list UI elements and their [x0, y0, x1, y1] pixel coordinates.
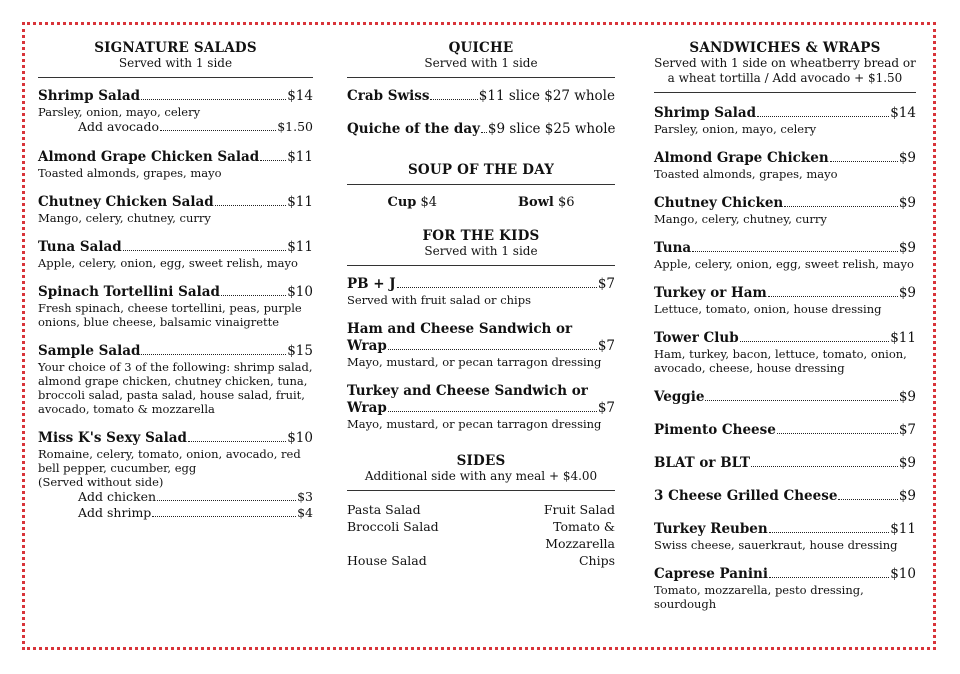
sides-list	[347, 501, 615, 569]
section-subtitle: Served with 1 side	[424, 244, 538, 258]
section-subtitle: Served with 1 side on wheatberry bread or a wheat tortilla / Add avocado + $1.50	[654, 56, 916, 85]
item-price: $14	[287, 88, 313, 104]
divider	[347, 77, 615, 78]
menu-item	[347, 383, 615, 431]
item-description: Parsley, onion, mayo, celery	[38, 105, 201, 119]
menu-item	[654, 240, 916, 271]
addon-price: $4	[297, 505, 313, 520]
item-name: 3 Cheese Grilled Cheese	[654, 488, 838, 504]
item-description: Mango, celery, chutney, curry	[38, 211, 211, 225]
section-subtitle: Additional side with any meal + $4.00	[364, 469, 598, 483]
side-item: Broccoli Salad	[347, 519, 439, 534]
soup-sizes	[347, 195, 615, 210]
item-price: $14	[890, 105, 916, 121]
menu-item	[654, 330, 916, 375]
size-price: $6	[557, 195, 575, 210]
side-item: House Salad	[347, 553, 427, 568]
item-price: $7	[597, 338, 615, 354]
item-name: Sample Salad	[38, 343, 141, 359]
item-description: Your choice of 3 of the following: shrimp salad, almond grape chicken, chutney chicken, tuna, broccoli salad, pasta salad, house salad, fruit, avocado, tomato & mozzarella	[38, 360, 313, 416]
addon-avocado	[38, 119, 313, 135]
item-name-cont: Wrap	[347, 400, 387, 416]
item-name: Tuna Salad	[38, 239, 122, 255]
menu-item	[654, 566, 916, 611]
menu-item	[347, 88, 615, 105]
menu-item	[654, 195, 916, 226]
menu-item	[654, 455, 916, 472]
section-subtitle: Served with 1 side	[424, 56, 538, 70]
item-description: Lettuce, tomato, onion, house dressing	[654, 302, 882, 316]
item-description: Apple, celery, onion, egg, sweet relish, mayo	[38, 256, 298, 270]
item-price: $11	[890, 330, 916, 346]
item-name: Shrimp Salad	[38, 88, 141, 104]
item-name: Turkey and Cheese Sandwich or	[347, 383, 588, 399]
menu-item	[654, 285, 916, 316]
item-name: Miss K's Sexy Salad	[38, 430, 187, 446]
addon-chicken	[38, 489, 313, 505]
item-name: Ham and Cheese Sandwich or	[347, 321, 573, 337]
menu-item	[347, 121, 615, 138]
addon-price: $1.50	[277, 119, 313, 134]
menu-item	[654, 389, 916, 406]
item-name: PB + J	[347, 276, 396, 292]
item-name-cont: Wrap	[347, 338, 387, 354]
addon-label: Add chicken	[78, 489, 157, 504]
item-name: Spinach Tortellini Salad	[38, 284, 220, 300]
item-price: $9	[898, 240, 916, 256]
item-name: Caprese Panini	[654, 566, 768, 582]
item-price: $10	[287, 430, 313, 446]
menu-item	[347, 276, 615, 307]
item-price: $9	[898, 285, 916, 301]
side-item: Tomato & Mozzarella	[545, 519, 615, 551]
item-note: (Served without side)	[38, 475, 164, 489]
item-name: BLAT or BLT	[654, 455, 751, 471]
divider	[654, 92, 916, 93]
item-price: $9	[898, 488, 916, 504]
item-description: Toasted almonds, grapes, mayo	[38, 166, 222, 180]
item-price: $9	[898, 389, 916, 405]
item-name: Almond Grape Chicken Salad	[38, 149, 260, 165]
item-price: $7	[597, 400, 615, 416]
item-name: Crab Swiss	[347, 88, 430, 104]
addon-label: Add avocado	[78, 119, 160, 134]
menu-item	[654, 488, 916, 505]
item-description: Ham, turkey, bacon, lettuce, tomato, onion, avocado, cheese, house dressing	[654, 347, 907, 375]
sandwiches-column	[654, 40, 916, 620]
divider	[347, 490, 615, 491]
item-description: Mayo, mustard, or pecan tarragon dressing	[347, 417, 602, 431]
size-label: Bowl	[518, 195, 554, 210]
section-title: SANDWICHES & WRAPS	[689, 40, 881, 56]
divider	[347, 184, 615, 185]
item-name: Quiche of the day	[347, 121, 480, 137]
item-description: Parsley, onion, mayo, celery	[654, 122, 817, 136]
side-item: Fruit Salad	[543, 502, 615, 517]
menu-item	[38, 284, 313, 329]
item-price: $9 slice $25 whole	[487, 121, 616, 137]
section-title: SIGNATURE SALADS	[94, 40, 257, 56]
item-price: $7	[898, 422, 916, 438]
item-description: Served with fruit salad or chips	[347, 293, 531, 307]
item-price: $9	[898, 455, 916, 471]
item-description: Fresh spinach, cheese tortellini, peas, purple onions, blue cheese, balsamic vinaigrette	[38, 301, 302, 329]
item-price: $15	[287, 343, 313, 359]
item-price: $9	[898, 195, 916, 211]
size-price: $4	[420, 195, 438, 210]
menu-item	[38, 88, 313, 135]
menu-item	[38, 149, 313, 180]
size-label: Cup	[387, 195, 417, 210]
menu-item	[654, 105, 916, 136]
menu-item	[38, 239, 313, 270]
item-price: $10	[287, 284, 313, 300]
item-name: Turkey Reuben	[654, 521, 768, 537]
item-name: Pimento Cheese	[654, 422, 776, 438]
item-price: $11	[890, 521, 916, 537]
menu-item	[38, 430, 313, 521]
soup-bowl	[518, 195, 574, 210]
middle-column	[347, 40, 615, 569]
item-description: Mayo, mustard, or pecan tarragon dressing	[347, 355, 602, 369]
item-price: $10	[890, 566, 916, 582]
section-title: SIDES	[456, 453, 506, 469]
item-price: $11	[287, 149, 313, 165]
item-name: Veggie	[654, 389, 705, 405]
item-name: Chutney Chicken	[654, 195, 784, 211]
side-item: Chips	[578, 553, 615, 568]
addon-label: Add shrimp	[78, 505, 152, 520]
item-name: Tower Club	[654, 330, 739, 346]
menu-item	[347, 321, 615, 369]
item-price: $7	[597, 276, 615, 292]
item-description: Romaine, celery, tomato, onion, avocado, red bell pepper, cucumber, egg	[38, 447, 301, 475]
addon-shrimp	[38, 505, 313, 521]
divider	[38, 77, 313, 78]
section-title: QUICHE	[448, 40, 514, 56]
side-item: Pasta Salad	[347, 502, 421, 517]
soup-cup	[387, 195, 437, 210]
menu-item	[654, 150, 916, 181]
item-name: Chutney Chicken Salad	[38, 194, 214, 210]
item-description: Tomato, mozzarella, pesto dressing, sourdough	[654, 583, 864, 611]
section-title: FOR THE KIDS	[422, 228, 540, 244]
item-price: $9	[898, 150, 916, 166]
item-price: $11 slice $27 whole	[478, 88, 615, 104]
item-price: $11	[287, 239, 313, 255]
item-description: Mango, celery, chutney, curry	[654, 212, 827, 226]
section-title: SOUP OF THE DAY	[407, 162, 555, 178]
item-name: Tuna	[654, 240, 692, 256]
menu-item	[654, 521, 916, 552]
signature-salads-column	[38, 40, 313, 530]
menu-item	[38, 343, 313, 416]
item-name: Turkey or Ham	[654, 285, 767, 301]
item-name: Almond Grape Chicken	[654, 150, 829, 166]
item-name: Shrimp Salad	[654, 105, 757, 121]
item-description: Toasted almonds, grapes, mayo	[654, 167, 838, 181]
addon-price: $3	[297, 489, 313, 504]
item-description: Apple, celery, onion, egg, sweet relish, mayo	[654, 257, 914, 271]
item-description: Swiss cheese, sauerkraut, house dressing	[654, 538, 898, 552]
menu-item	[654, 422, 916, 439]
divider	[347, 265, 615, 266]
item-price: $11	[287, 194, 313, 210]
menu-item	[38, 194, 313, 225]
section-subtitle: Served with 1 side	[118, 56, 233, 70]
